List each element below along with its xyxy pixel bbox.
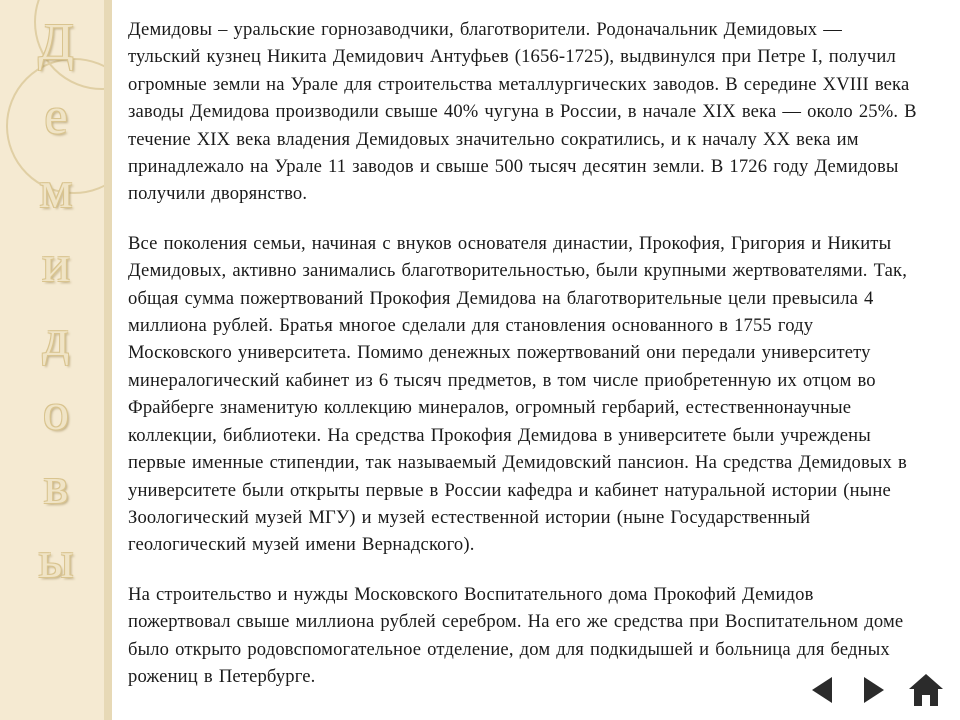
title-letter: е: [44, 88, 68, 145]
home-icon: [909, 674, 943, 706]
triangle-right-icon: [864, 677, 884, 703]
title-letter: в: [43, 458, 69, 515]
previous-slide-button[interactable]: [802, 670, 842, 710]
body-text: [128, 16, 918, 690]
paragraph: Все поколения семьи, начиная с внуков основателя династии, Прокофия, Григория и Никиты Демидовых, активно занимались благотворительностью, были крупными жертвователями. Так, общая сумма пожертвований Прокофия Демидова на благотворительные цели превысила 4 миллиона рублей. Братья многое сделали для становления основанного в 1755 году Московского университета. Помимо денежных пожертвований они передали университету минералогический кабинет из 6 тысяч предметов, в том числе приобретенную их отцом во Фрайберге знаменитую коллекцию минералов, огромный гербарий, естественнонаучные коллекции, библиотеки. На средства Прокофия Демидова в университете были учреждены первые именные стипендии, так называемый Демидовский пансион. На средства Демидовых в университете были открыты первые в России кафедра и кабинет натуральной истории (ныне Зоологический музей МГУ) и музей естественной истории (ныне Государственный геологический музей имени Вернадского).: [128, 232, 908, 556]
title-letter: м: [39, 162, 73, 219]
title-letter: и: [42, 236, 70, 293]
paragraph: Демидовы – уральские горнозаводчики, благотворители. Родоначальник Демидовых — тульский кузнец Никита Демидович Антуфьев (1656-1725), выдвинулся при Петре I, получил огромные земли на Урале для строительства металлургических заводов. В середине XVIII века заводы Демидова производили свыше 40% чугуна в России, в начале XIX века — около 25%. В течение XIX века владения Демидовых значительно сократились, и к началу XX века им принадлежало на Урале 11 заводов и свыше 500 тысяч десятин земли. В 1726 году Демидовы получили дворянство.: [128, 19, 917, 205]
title-letter: Д: [38, 14, 74, 71]
next-slide-button[interactable]: [854, 670, 894, 710]
title-letter: д: [42, 310, 70, 367]
paragraph: На строительство и нужды Московского Воспитательного дома Прокофий Демидов пожертвовал свыше миллиона рублей серебром. На его же средства при Воспитательном доме было открыто родовспомогательное отделение, дом для подкидышей и больница для бедных рожениц в Петербурге.: [128, 583, 904, 687]
page-title-vertical: [0, 6, 112, 598]
title-letter: ы: [38, 532, 74, 589]
triangle-left-icon: [812, 677, 832, 703]
title-letter: о: [43, 384, 69, 441]
slide-navigation: [802, 670, 946, 710]
home-slide-button[interactable]: [906, 670, 946, 710]
